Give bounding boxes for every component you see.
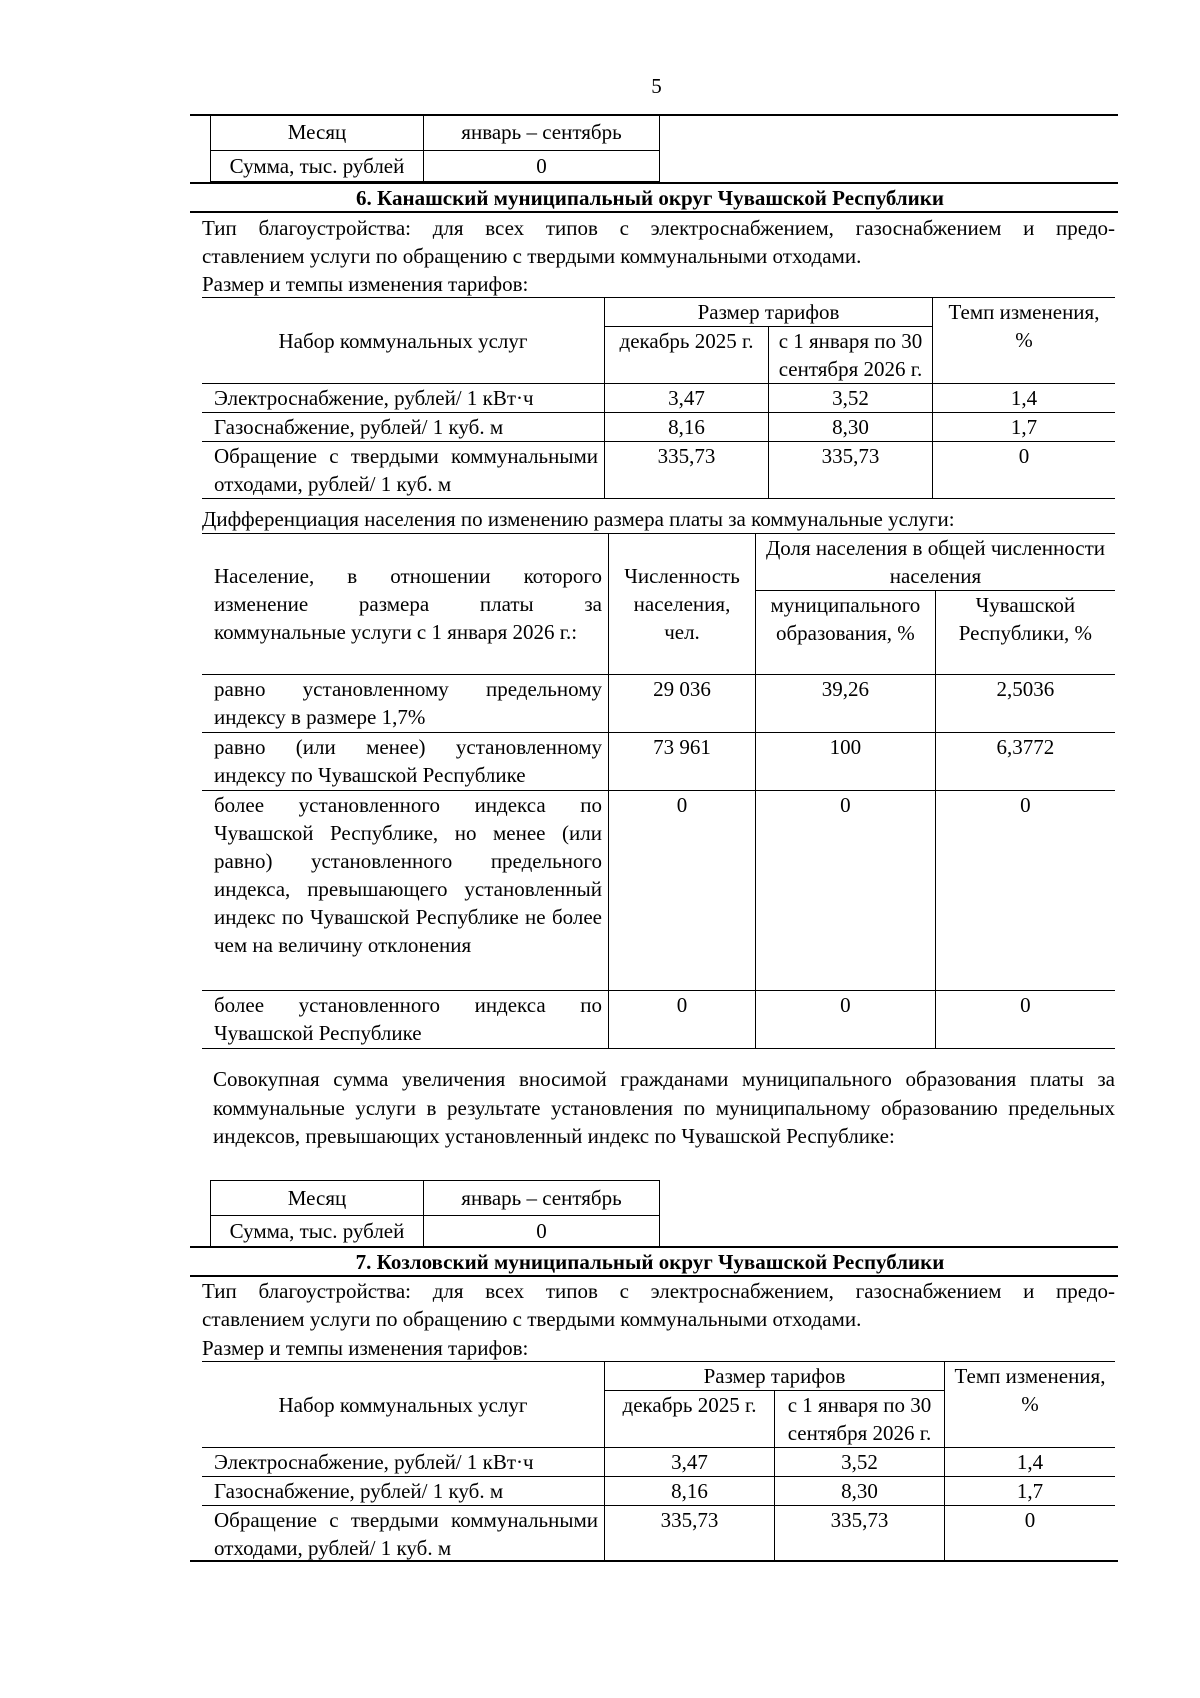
col-size: Размер тарифов [605, 1362, 945, 1391]
col-dec: декабрь 2025 г. [605, 327, 769, 384]
population-mun: 0 [756, 991, 936, 1049]
month-label: Месяц [211, 115, 424, 150]
col-rate: Темп изменения, % [945, 1362, 1116, 1448]
tariff-dec: 8,16 [605, 1477, 775, 1506]
tariff-row [202, 442, 1115, 499]
population-rep: 2,5036 [935, 675, 1115, 733]
month-value: январь – сентябрь [424, 1181, 660, 1216]
month-label: Месяц [211, 1181, 424, 1216]
section7-rule-end [190, 1560, 1118, 1562]
tariff-row [202, 1506, 1115, 1563]
tariff-row [202, 1477, 1115, 1506]
month-value: январь – сентябрь [424, 115, 660, 150]
section7-type-text [202, 1277, 1115, 1333]
section6-type-line1: Тип благоустройства: для всех типов с электроснабжением, газоснабжением и предо- [202, 216, 1115, 240]
section7-tariff-table [202, 1361, 1115, 1562]
tariff-row [202, 413, 1115, 442]
population-label: равно (или менее) установленному индексу по Чувашской Республике [202, 733, 609, 791]
col-share: Доля населения в общей численности населения [756, 534, 1116, 591]
col-pop: Население, в отношении которого изменение размера платы за коммунальные услуги с 1 января 2026 г.: [202, 534, 609, 675]
col-service: Набор коммунальных услуг [202, 298, 605, 384]
population-rep: 0 [935, 991, 1115, 1049]
sum-label: Сумма, тыс. рублей [211, 1216, 424, 1247]
section6-tariff-table [202, 297, 1115, 499]
tariff-jan: 3,52 [775, 1448, 945, 1477]
tariff-dec: 335,73 [605, 442, 769, 499]
population-label: равно установленному предельному индексу в размере 1,7% [202, 675, 609, 733]
tariff-service: Газоснабжение, рублей/ 1 куб. м [202, 1477, 605, 1506]
section7-title: 7. Козловский муниципальный округ Чувашской Республики [355, 1250, 945, 1274]
section6-rates-heading: Размер и темпы изменения тарифов: [202, 272, 529, 296]
tariff-dec: 3,47 [605, 384, 769, 413]
tariff-service: Электроснабжение, рублей/ 1 кВт·ч [202, 384, 605, 413]
tariff-rate: 0 [933, 442, 1116, 499]
tariff-rate: 1,7 [933, 413, 1116, 442]
tariff-jan: 3,52 [769, 384, 933, 413]
population-row [202, 675, 1115, 733]
tariff-jan: 8,30 [769, 413, 933, 442]
tariff-service: Электроснабжение, рублей/ 1 кВт·ч [202, 1448, 605, 1477]
tariff-rate: 1,4 [945, 1448, 1116, 1477]
col-rep: Чувашской Республики, % [935, 591, 1115, 675]
population-mun: 100 [756, 733, 936, 791]
population-rep: 6,3772 [935, 733, 1115, 791]
section6-population-table [202, 533, 1115, 1049]
section6-month-table [210, 1180, 660, 1247]
population-mun: 39,26 [756, 675, 936, 733]
col-mun: муниципального образования, % [756, 591, 936, 675]
section6-title: 6. Канашский муниципальный округ Чувашской Республики [356, 186, 944, 210]
col-service: Набор коммунальных услуг [202, 1362, 605, 1448]
section7-rates-heading: Размер и темпы изменения тарифов: [202, 1336, 529, 1360]
population-count: 0 [609, 991, 756, 1049]
tariff-row [202, 384, 1115, 413]
tariff-jan: 8,30 [775, 1477, 945, 1506]
page-number: 5 [651, 74, 662, 98]
tariff-jan: 335,73 [769, 442, 933, 499]
population-count: 0 [609, 791, 756, 991]
population-label: более установленного индекса по Чувашской Республике [202, 991, 609, 1049]
tariff-rate: 1,4 [933, 384, 1116, 413]
population-row [202, 791, 1115, 991]
tariff-row [202, 1448, 1115, 1477]
section6-diff-heading: Дифференциация населения по изменению размера платы за коммунальные услуги: [202, 507, 955, 531]
col-size: Размер тарифов [605, 298, 933, 327]
tariff-dec: 3,47 [605, 1448, 775, 1477]
population-row [202, 733, 1115, 791]
tariff-service: Обращение с твердыми коммунальными отходами, рублей/ 1 куб. м [202, 442, 605, 499]
col-dec: декабрь 2025 г. [605, 1391, 775, 1448]
population-label: более установленного индекса по Чувашской Республике, но менее (или равно) установленного предельного индекса, превышающего установленный индекс по Чувашской Республике не более чем на величину отклонения [202, 791, 609, 991]
tariff-rate: 1,7 [945, 1477, 1116, 1506]
sum-label: Сумма, тыс. рублей [211, 150, 424, 181]
section6-type-text [202, 214, 1115, 270]
tariff-dec: 8,16 [605, 413, 769, 442]
col-rate: Темп изменения, % [933, 298, 1116, 384]
tariff-jan: 335,73 [775, 1506, 945, 1563]
section7-type-line2: ставлением услуги по обращению с твердыми коммунальными отходами. [202, 1307, 862, 1331]
population-rep: 0 [935, 791, 1115, 991]
section6-rule-bottom [190, 211, 1118, 213]
tariff-service: Газоснабжение, рублей/ 1 куб. м [202, 413, 605, 442]
section6-type-line2: ставлением услуги по обращению с твердыми коммунальными отходами. [202, 244, 862, 268]
sum-value: 0 [424, 150, 660, 181]
section6-total-text: Совокупная сумма увеличения вносимой гражданами муниципального образования платы за коммунальные услуги в результате установления по муниципальному образованию предельных индексов, превышающих установленный индекс по Чувашской Республике: [213, 1067, 1115, 1148]
col-jan: с 1 января по 30 сентября 2026 г. [769, 327, 933, 384]
col-count: Численность населения, чел. [609, 534, 756, 675]
top-month-table [210, 115, 660, 182]
tariff-dec: 335,73 [605, 1506, 775, 1563]
tariff-service: Обращение с твердыми коммунальными отходами, рублей/ 1 куб. м [202, 1506, 605, 1563]
col-jan: с 1 января по 30 сентября 2026 г. [775, 1391, 945, 1448]
tariff-rate: 0 [945, 1506, 1116, 1563]
population-count: 73 961 [609, 733, 756, 791]
section7-type-line1: Тип благоустройства: для всех типов с электроснабжением, газоснабжением и предо- [202, 1279, 1115, 1303]
population-count: 29 036 [609, 675, 756, 733]
population-mun: 0 [756, 791, 936, 991]
population-row [202, 991, 1115, 1049]
sum-value: 0 [424, 1216, 660, 1247]
